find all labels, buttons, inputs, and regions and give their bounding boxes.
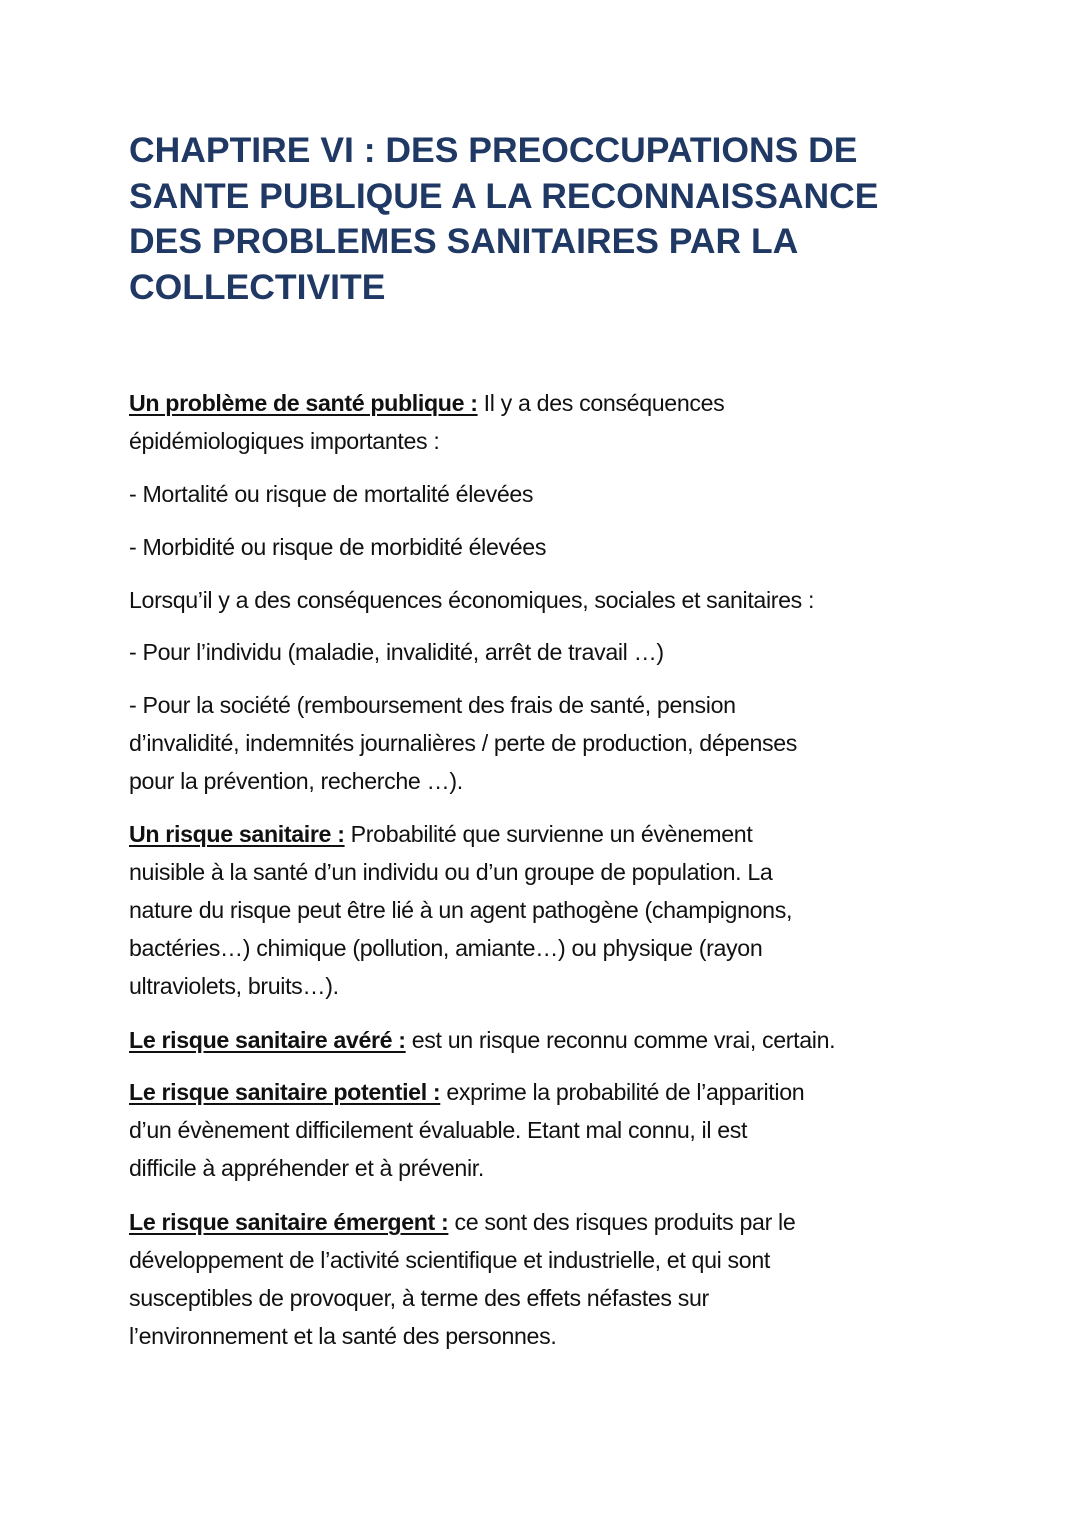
definition-text: est un risque reconnu comme vrai, certain.	[405, 1027, 836, 1053]
text-line: difficile à appréhender et à prévenir.	[129, 1155, 484, 1181]
term-risque-avere: Le risque sanitaire avéré :	[129, 1027, 406, 1053]
definition-text: Il y a des conséquences	[477, 390, 725, 416]
bullet-item: - Mortalité ou risque de mortalité élevées	[129, 481, 534, 507]
text-line: Lorsqu’il y a des conséquences économiques, sociales et sanitaires :	[129, 587, 815, 613]
paragraph-risque-sanitaire	[129, 819, 752, 849]
text-line: susceptibles de provoquer, à terme des effets néfastes sur	[129, 1285, 709, 1311]
definition-text: Probabilité que survienne un évènement	[344, 821, 753, 847]
bullet-item: - Morbidité ou risque de morbidité élevées	[129, 534, 547, 560]
bullet-item: - Pour l’individu (maladie, invalidité, arrêt de travail …)	[129, 639, 664, 665]
term-risque-potentiel: Le risque sanitaire potentiel :	[129, 1079, 441, 1105]
text-line: d’un évènement difficilement évaluable. Etant mal connu, il est	[129, 1117, 748, 1143]
title-line: CHAPTIRE VI : DES PREOCCUPATIONS DE	[129, 130, 858, 170]
term-risque-emergent: Le risque sanitaire émergent :	[129, 1209, 449, 1235]
paragraph-risque-avere	[129, 1025, 835, 1055]
text-line: bactéries…) chimique (pollution, amiante…) ou physique (rayon	[129, 935, 763, 961]
text-line: pour la prévention, recherche …).	[129, 768, 463, 794]
title-line: SANTE PUBLIQUE A LA RECONNAISSANCE	[129, 175, 879, 216]
bullet-item: - Pour la société (remboursement des frais de santé, pension	[129, 692, 736, 718]
definition-text: ce sont des risques produits par le	[448, 1209, 796, 1235]
definition-text: exprime la probabilité de l’apparition	[440, 1079, 805, 1105]
text-line: épidémiologiques importantes :	[129, 428, 440, 454]
chapter-title	[129, 128, 959, 310]
text-line: nature du risque peut être lié à un agent pathogène (champignons,	[129, 897, 793, 923]
text-line: nuisible à la santé d’un individu ou d’un groupe de population. La	[129, 859, 773, 885]
text-line: ultraviolets, bruits…).	[129, 973, 339, 999]
paragraph-risque-potentiel	[129, 1077, 804, 1107]
title-line: DES PROBLEMES SANITAIRES PAR LA	[129, 221, 799, 261]
paragraph-risque-emergent	[129, 1207, 795, 1237]
text-line: d’invalidité, indemnités journalières / perte de production, dépenses	[129, 730, 798, 756]
paragraph-sante-publique	[129, 388, 724, 418]
title-line: COLLECTIVITE	[129, 266, 386, 307]
term-risque-sanitaire: Un risque sanitaire :	[129, 821, 345, 847]
text-line: l’environnement et la santé des personnes.	[129, 1323, 557, 1349]
text-line: développement de l’activité scientifique et industrielle, et qui sont	[129, 1247, 770, 1273]
term-sante-publique: Un problème de santé publique :	[129, 390, 478, 416]
